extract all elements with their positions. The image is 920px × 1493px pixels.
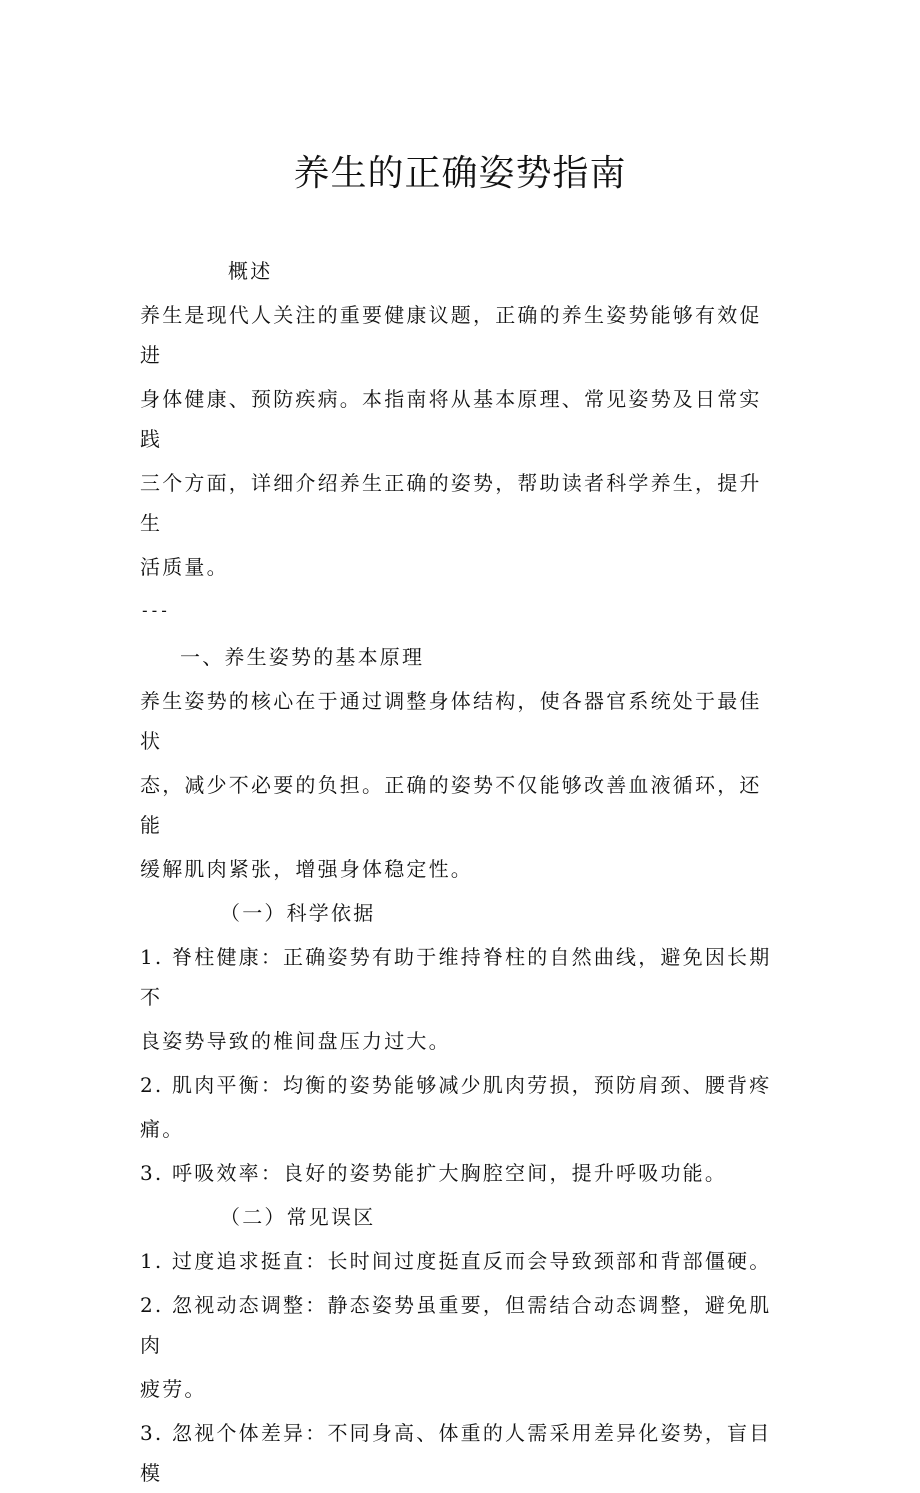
overview-heading: 概述 — [228, 259, 273, 283]
list-item-line: 3. 忽视个体差异：不同身高、体重的人需采用差异化姿势，盲目模 — [140, 1421, 772, 1485]
section1-intro-line: 养生姿势的核心在于通过调整身体结构，使各器官系统处于最佳状 — [140, 689, 762, 753]
subsection1-heading: （一）科学依据 — [220, 901, 376, 925]
overview-line: 养生是现代人关注的重要健康议题，正确的养生姿势能够有效促进 — [140, 303, 762, 367]
section1-heading: 一、养生姿势的基本原理 — [180, 645, 425, 669]
overview-line: 三个方面，详细介绍养生正确的姿势，帮助读者科学养生，提升生 — [140, 471, 762, 535]
list-item-line: 疲劳。 — [140, 1377, 207, 1401]
list-item-line: 痛。 — [140, 1117, 185, 1141]
section1-intro-line: 态，减少不必要的负担。正确的姿势不仅能够改善血液循环，还能 — [140, 773, 762, 837]
list-item-line: 1. 脊柱健康：正确姿势有助于维持脊柱的自然曲线，避免因长期不 — [140, 945, 772, 1009]
document-body — [140, 251, 780, 1493]
subsection2-heading: （二）常见误区 — [220, 1205, 376, 1229]
overview-line: 身体健康、预防疾病。本指南将从基本原理、常见姿势及日常实践 — [140, 387, 762, 451]
overview-line: 活质量。 — [140, 555, 229, 579]
document-title: 养生的正确姿势指南 — [293, 153, 627, 194]
section-divider: --- — [140, 601, 169, 620]
list-item-line: 良姿势导致的椎间盘压力过大。 — [140, 1029, 451, 1053]
list-item-line: 3. 呼吸效率：良好的姿势能扩大胸腔空间，提升呼吸功能。 — [140, 1161, 728, 1185]
list-item-line: 2. 肌肉平衡：均衡的姿势能够减少肌肉劳损，预防肩颈、腰背疼 — [140, 1073, 772, 1097]
list-item-line: 1. 过度追求挺直：长时间过度挺直反而会导致颈部和背部僵硬。 — [140, 1249, 772, 1273]
list-item-line: 2. 忽视动态调整：静态姿势虽重要，但需结合动态调整，避免肌肉 — [140, 1293, 772, 1357]
section1-intro-line: 缓解肌肉紧张，增强身体稳定性。 — [140, 857, 473, 881]
